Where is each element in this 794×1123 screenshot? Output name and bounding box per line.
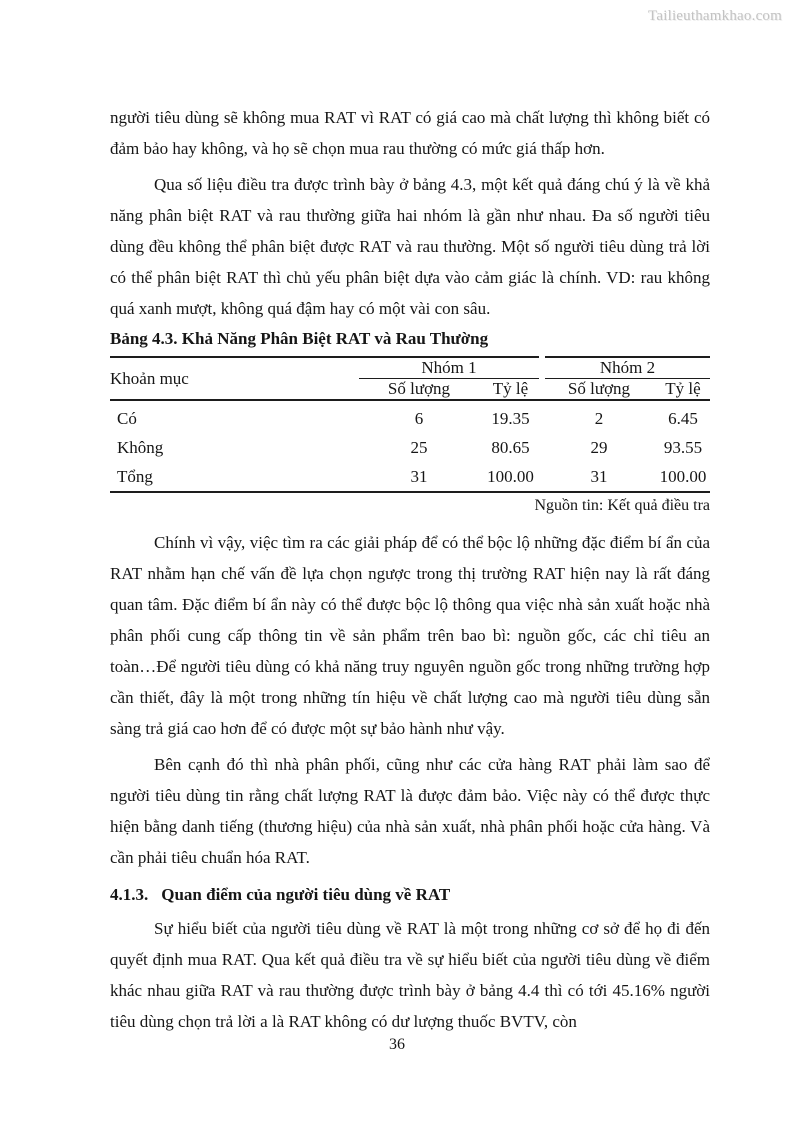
row-label: Có: [117, 408, 137, 428]
table-row: [110, 400, 710, 433]
table-subheader-so-luong-1: Số lượng: [359, 379, 479, 401]
page-content: [110, 102, 710, 1042]
table-row: [110, 462, 710, 492]
watermark: Tailieuthamkhao.com: [648, 8, 782, 24]
section-title: Quan điểm của người tiêu dùng về RAT: [161, 885, 451, 904]
cell-value: 31: [410, 466, 428, 486]
table-source-note: Nguồn tin: Kết quả điều tra: [534, 497, 710, 514]
paragraph: Bên cạnh đó thì nhà phân phối, cũng như các cửa hàng RAT phải làm sao để người tiêu dùng tin rằng chất lượng RAT là được đảm bảo. Việc này có thể được thực hiện bằng danh tiếng (thương hiệu) của nhà sản xuất, nhà phân phối hoặc cửa hàng. Và cần phải tiêu chuẩn hóa RAT.: [110, 755, 710, 867]
table-header-nhom-2: Nhóm 2: [542, 357, 710, 379]
cell-value: 19.35: [491, 408, 530, 428]
table-row: [110, 433, 710, 462]
section-number: 4.1.3.: [110, 885, 149, 904]
cell-value: 25: [410, 437, 428, 457]
table-header-nhom-1: Nhóm 1: [359, 357, 542, 379]
cell-value: 31: [590, 466, 608, 486]
cell-value: 93.55: [663, 437, 703, 457]
paragraph: Sự hiểu biết của người tiêu dùng về RAT là một trong những cơ sở để họ đi đến quyết định mua RAT. Qua kết quả điều tra về sự hiểu biết của người tiêu dùng về điểm khác nhau giữa RAT và rau thường được trình bày ở bảng 4.4 thì có tới 45.16% người tiêu dùng chọn trả lời a là RAT không có dư lượng thuốc BVTV, còn: [110, 919, 710, 1031]
paragraph: người tiêu dùng sẽ không mua RAT vì RAT có giá cao mà chất lượng thì không biết có đảm bảo hay không, và họ sẽ chọn mua rau thường có mức giá thấp hơn.: [110, 108, 710, 158]
table-subheader-so-luong-2: Số lượng: [542, 379, 656, 401]
table-group-header-row: [110, 357, 710, 379]
paragraph: Qua số liệu điều tra được trình bày ở bảng 4.3, một kết quả đáng chú ý là về khả năng phân biệt RAT và rau thường giữa hai nhóm là gần như nhau. Đa số người tiêu dùng đều không thể phân biệt được RAT và rau thường. Một số người tiêu dùng trả lời có thể phân biệt RAT thì chủ yếu phân biệt dựa vào cảm giác là chính. VD: rau không quá xanh mượt, không quá đậm hay có một vài con sâu.: [110, 175, 710, 318]
row-label: Không: [117, 437, 164, 457]
paragraph: Chính vì vậy, việc tìm ra các giải pháp để có thể bộc lộ những đặc điểm bí ẩn của RAT nhằm hạn chế vấn đề lựa chọn ngược trong thị trường RAT hiện nay là rất đáng quan tâm. Đặc điểm bí ẩn này có thể được bộc lộ thông qua việc nhà sản xuất hoặc nhà phân phối cung cấp thông tin về sản phẩm trên bao bì: nguồn gốc, các chỉ tiêu an toàn…Để người tiêu dùng có khả năng truy nguyên nguồn gốc trong những trường hợp cần thiết, đây là một trong những tín hiệu về chất lượng cao mà người tiêu dùng sẵn sàng trả giá cao hơn để có được một sự bảo hành như vậy.: [110, 533, 710, 738]
table-header-khoan-muc: Khoản mục: [110, 357, 359, 400]
cell-value: 6: [414, 408, 424, 428]
row-label: Tổng: [117, 466, 153, 486]
cell-value: 80.65: [491, 437, 530, 457]
cell-value: 100.00: [659, 466, 707, 486]
section-heading-4-1-3: [110, 885, 710, 905]
table-subheader-ty-le-1: Tỷ lệ: [479, 379, 542, 401]
cell-value: 100.00: [487, 466, 534, 486]
table-caption: Bảng 4.3. Khả Năng Phân Biệt RAT và Rau Thường: [110, 329, 489, 348]
cell-value: 2: [594, 408, 604, 428]
cell-value: 29: [590, 437, 608, 457]
page-number: 36: [389, 1036, 405, 1053]
table-4-3: [110, 356, 710, 493]
table-subheader-ty-le-2: Tỷ lệ: [656, 379, 710, 401]
cell-value: 6.45: [668, 408, 698, 428]
